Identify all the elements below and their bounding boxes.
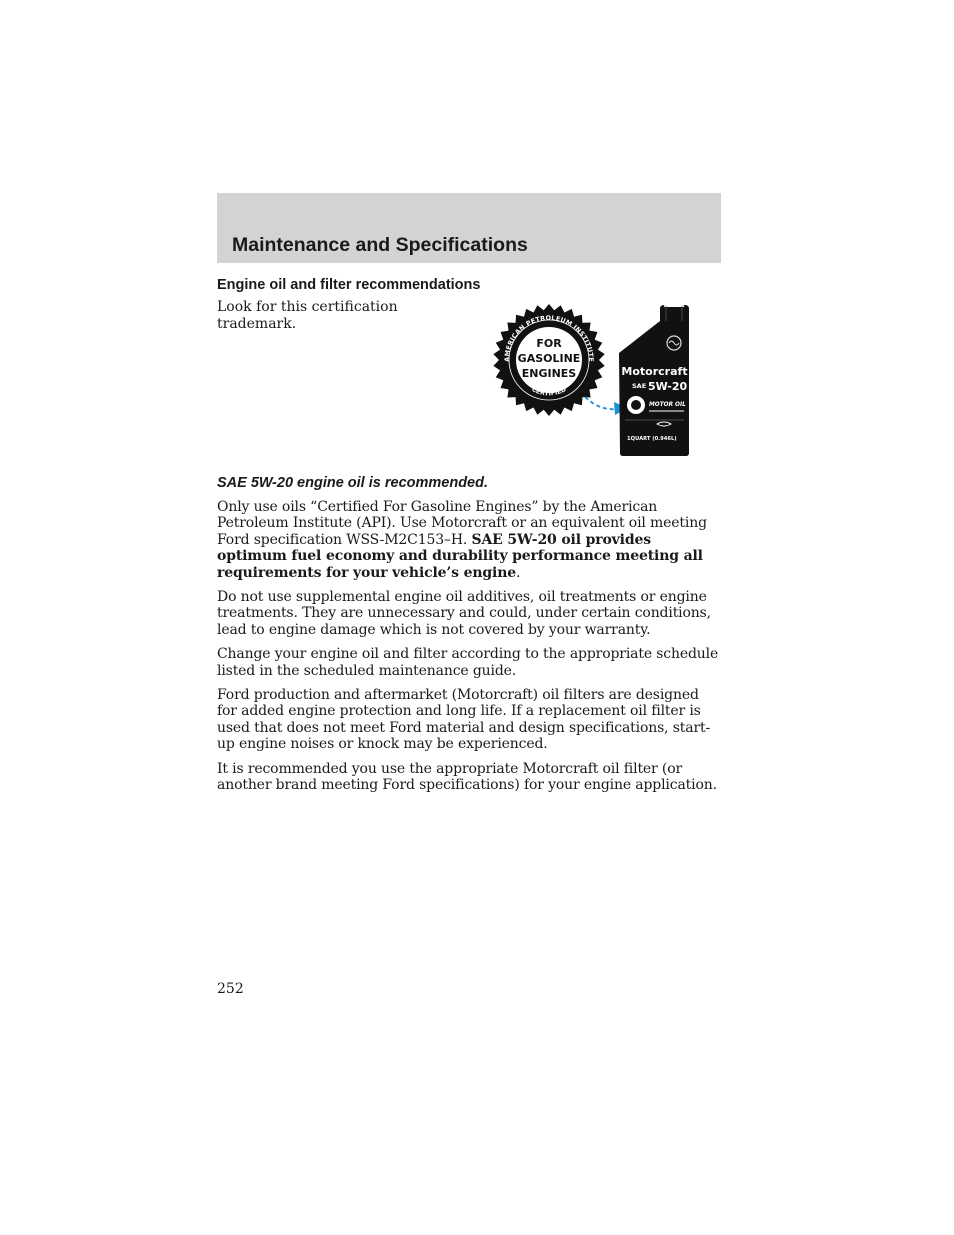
seal-line-3: ENGINES	[521, 367, 577, 380]
paragraph-api-end: .	[516, 564, 521, 581]
bottle-brand: Motorcraft	[621, 365, 688, 378]
page-number: 252	[217, 981, 244, 997]
oil-bottle-icon	[619, 305, 689, 456]
bottle-sae: SAE	[632, 382, 647, 390]
paragraph-api-bold: SAE 5W-20 oil provides optimum fuel economy and durability performance meeting all requirements for your vehicle’s engine	[217, 531, 703, 581]
seal-ring-bottom-text: CERTIFIED	[530, 385, 568, 398]
seal-ring-top-text: AMERICAN PETROLEUM INSTITUTE	[502, 313, 596, 362]
page-title: Maintenance and Specifications	[232, 234, 528, 256]
seal-line-1: FOR	[536, 337, 562, 350]
oil-recommendation: SAE 5W-20 engine oil is recommended.	[217, 475, 489, 491]
intro-text: Look for this certification trademark.	[217, 299, 398, 332]
seal-line-2: GASOLINE	[517, 352, 581, 365]
oil-certification-figure	[492, 303, 696, 459]
paragraph-additives: Do not use supplemental engine oil additives, oil treatments or engine treatments. They are unnecessary and could, under certain conditions, lead to engine damage which is not covered by your warranty.	[217, 589, 711, 638]
paragraph-filters: Ford production and aftermarket (Motorcraft) oil filters are designed for added engine protection and long life. If a replacement oil filter is used that does not meet Ford material and design specifications, start-up engine noises or knock may be experienced.	[217, 687, 711, 753]
bottle-grade: 5W-20	[648, 380, 688, 393]
paragraph-api-text: Only use oils “Certified For Gasoline Engines” by the American Petroleum Institute (API). Use Motorcraft or an equivalent oil meeting Ford specification WSS-M2C153–H.	[217, 499, 707, 548]
section-heading: Engine oil and filter recommendations	[217, 277, 481, 293]
body-text	[217, 499, 721, 802]
bottle-volume: 1QUART (0.946L)	[627, 436, 677, 442]
bottle-type: MOTOR OIL	[649, 402, 686, 408]
header-band	[217, 193, 721, 263]
certification-illustration	[492, 303, 696, 459]
paragraph-schedule: Change your engine oil and filter according to the appropriate schedule listed in the scheduled maintenance guide.	[217, 646, 719, 679]
paragraph-recommended-filter: It is recommended you use the appropriate Motorcraft oil filter (or another brand meeting Ford specifications) for your engine application.	[217, 760, 717, 794]
paragraph-api	[217, 499, 721, 581]
